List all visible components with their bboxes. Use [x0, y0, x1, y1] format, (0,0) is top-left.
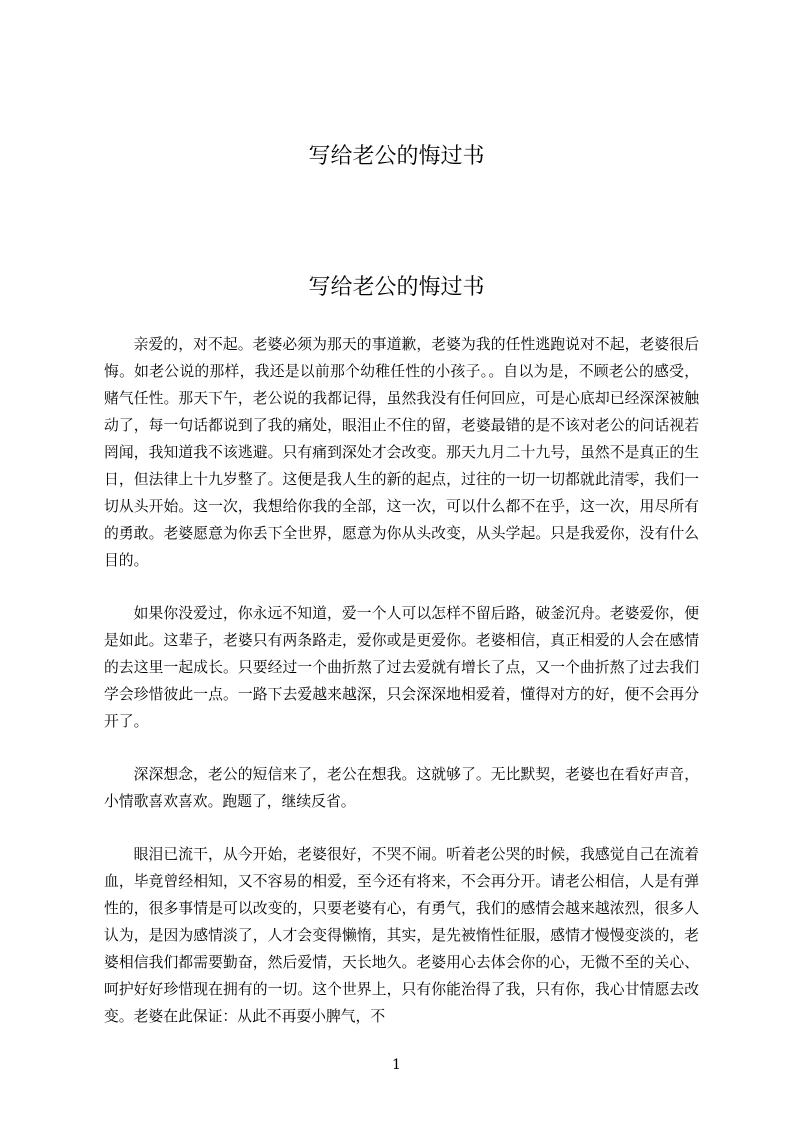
body-title: 写给老公的悔过书: [308, 275, 485, 300]
paragraph-3: 深深想念，老公的短信来了，老公在想我。这就够了。无比默契，老婆也在看好声音，小情歌喜欢喜欢。跑题了，继续反省。: [104, 766, 699, 810]
paragraph-1: 亲爱的，对不起。老婆必须为那天的事道歉，老婆为我的任性逃跑说对不起，老婆很后悔。如老公说的那样，我还是以前那个幼稚任性的小孩子。。自以为是，不顾老公的感受，赌气任性。那天下午，老公说的我都记得，虽然我没有任何回应，可是心底却已经深深被触动了，每一句话都说到了我的痛处，眼泪止不住的留，老婆最错的是不该对老公的问话视若罔闻，我知道我不该逃避。只有痛到深处才会改变。那天九月二十九号，虽然不是真正的生日，但法律上十九岁整了。这便是我人生的新的起点，过往的一切一切都就此清零，我们一切从头开始。这一次，我想给你我的全部，这一次，可以什么都不在乎，这一次，用尽所有的勇敢。老婆愿意为你丢下全世界，愿意为你从头改变，从头学起。只是我爱你，没有什么目的。: [104, 336, 699, 569]
letter-body: [104, 331, 699, 1030]
paragraph-4: 眼泪已流干，从今开始，老婆很好，不哭不闹。听着老公哭的时候，我感觉自己在流着血，毕竟曾经相知，又不容易的相爱，至今还有将来，不会再分开。请老公相信，人是有弹性的，很多事情是可以改变的，只要老婆有心，有勇气，我们的感情会越来越浓烈，很多人认为，是因为感情淡了，人才会变得懒惰，其实，是先被惰性征服，感情才慢慢变淡的，老婆相信我们都需要勤奋，然后爱情，天长地久。老婆用心去体会你的心，无微不至的关心、呵护好好珍惜现在拥有的一切。这个世界上，只有你能治得了我，只有你，我心甘情愿去改变。老婆在此保证：从此不再耍小脾气，不: [104, 846, 699, 1025]
header-title: 写给老公的悔过书: [308, 144, 485, 169]
page-number: 1: [392, 1057, 401, 1073]
paragraph-2: 如果你没爱过，你永远不知道，爱一个人可以怎样不留后路，破釜沉舟。老婆爱你，便是如此。这辈子，老婆只有两条路走，爱你或是更爱你。老婆相信，真正相爱的人会在感情的去这里一起成长。只要经过一个曲折熬了过去爱就有增长了点，又一个曲折熬了过去我们学会珍惜彼此一点。一路下去爱越来越深，只会深深地相爱着，懂得对方的好，便不会再分开了。: [104, 605, 699, 730]
